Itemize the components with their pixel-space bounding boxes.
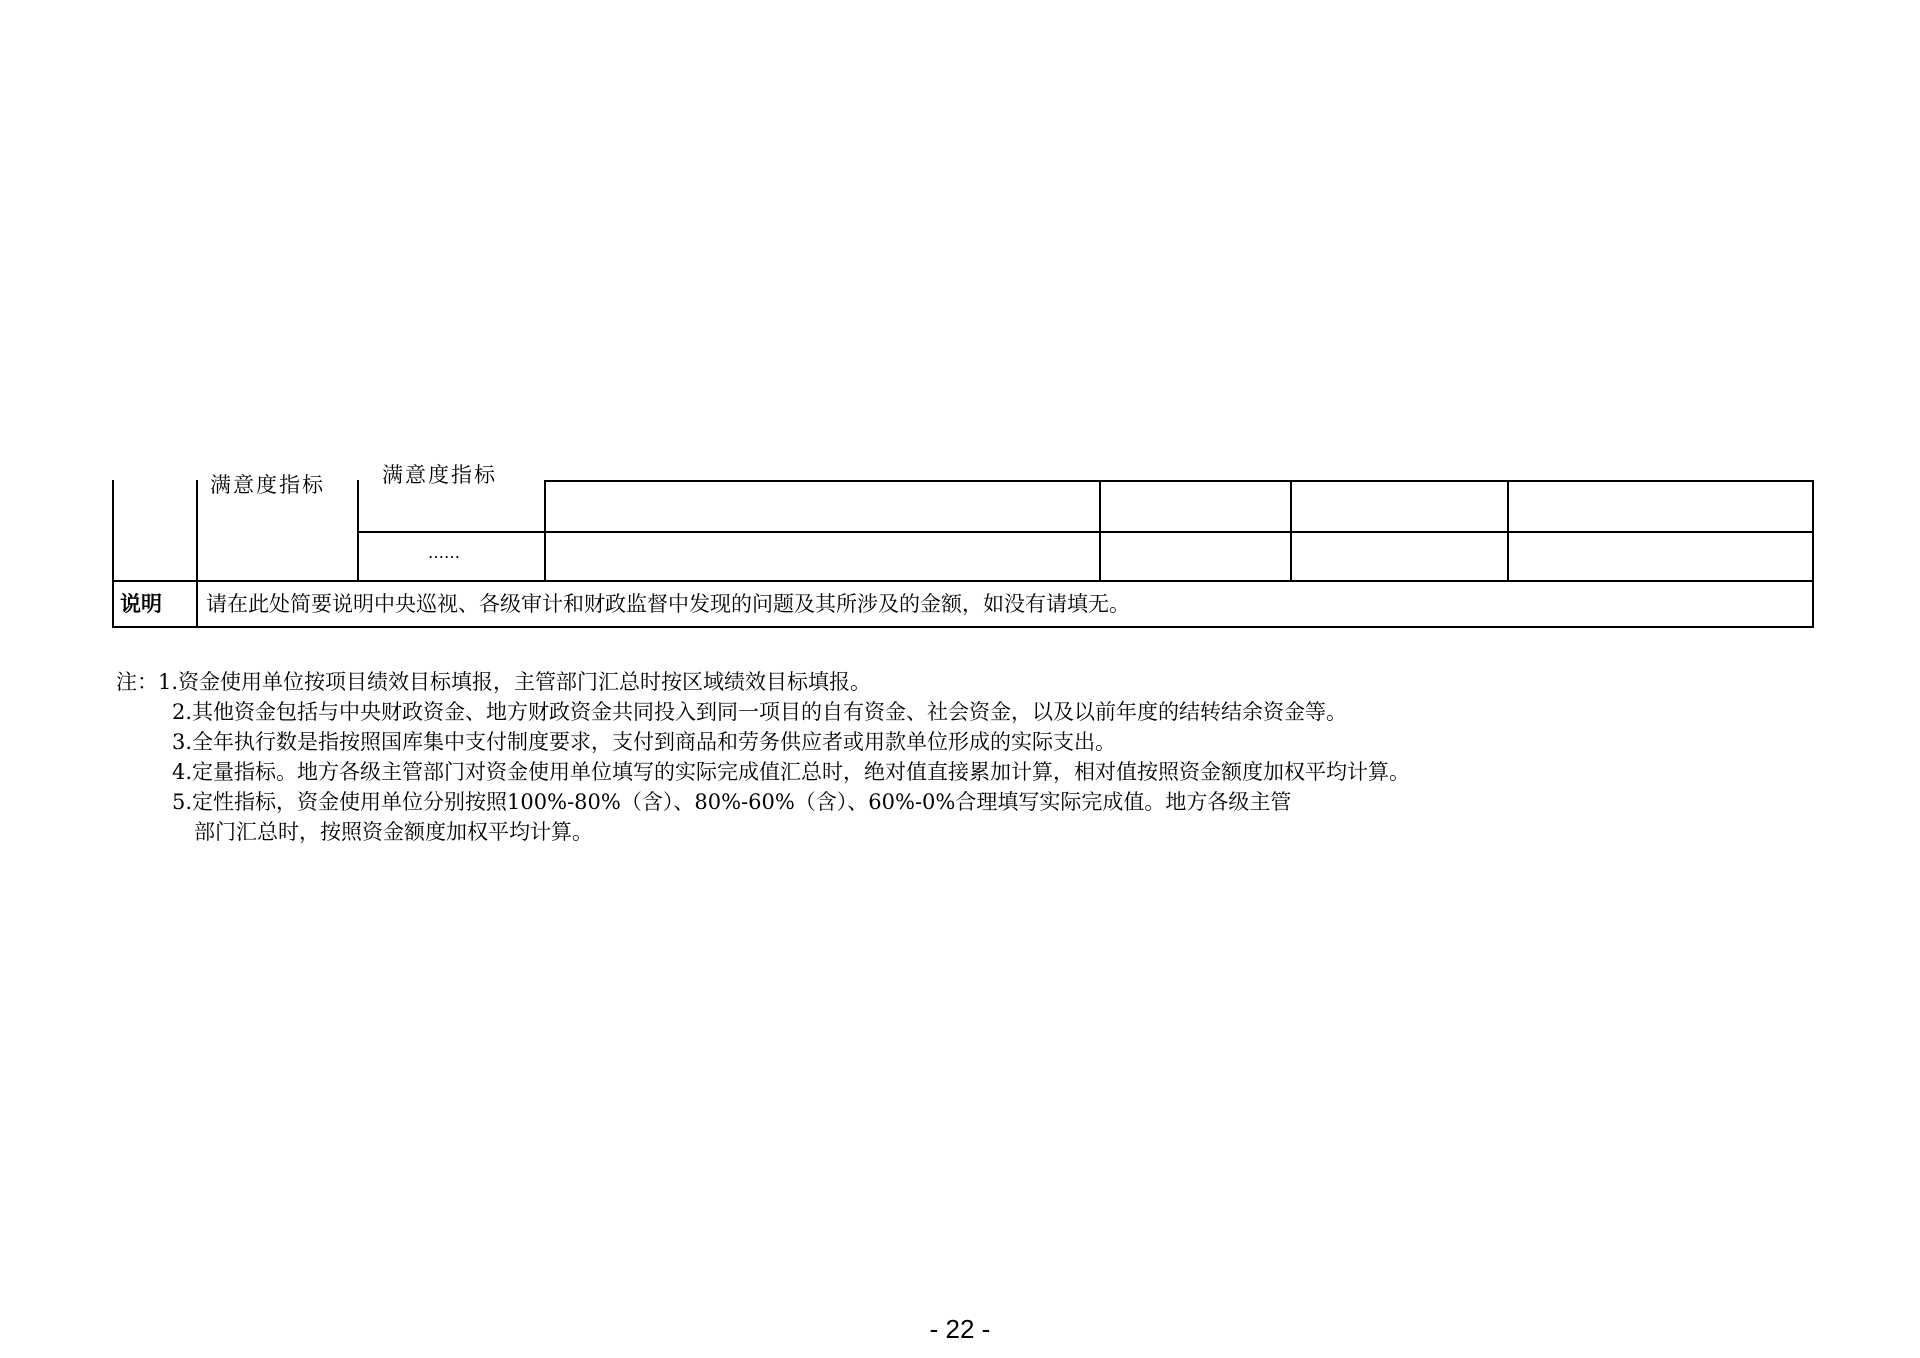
remark-label: 说明 <box>120 592 162 616</box>
notes-prefix: 注： <box>116 670 158 694</box>
note-item: 3.全年执行数是指按照国库集中支付制度要求，支付到商品和劳务供应者或用款单位形成的实际支出。 <box>172 730 1117 754</box>
row-divider <box>114 580 1814 582</box>
notes-section <box>116 667 1410 847</box>
note-item: 部门汇总时，按照资金额度加权平均计算。 <box>194 820 593 844</box>
category-label: 满意度指标 <box>210 473 325 497</box>
sub-indicator-label: 满意度指标 <box>382 463 497 487</box>
sub-indicator-cell <box>382 463 532 489</box>
col-divider <box>196 582 198 626</box>
note-item: 4.定量指标。地方各级主管部门对资金使用单位填写的实际完成值汇总时，绝对值直接累加计算，相对值按照资金额度加权平均计算。 <box>172 760 1411 784</box>
indicator-table <box>112 463 1814 628</box>
row-divider <box>357 531 1814 533</box>
note-item: 2.其他资金包括与中央财政资金、地方财政资金共同投入到同一项目的自有资金、社会资金，以及以前年度的结转结余资金等。 <box>172 700 1348 724</box>
col-divider <box>196 480 198 582</box>
note-item: 5.定性指标，资金使用单位分别按照100%-80%（含）、80%-60%（含）、60%-0%合理填写实际完成值。地方各级主管 <box>172 790 1292 814</box>
category-cell <box>210 473 350 506</box>
remark-text: 请在此处简要说明中央巡视、各级审计和财政监督中发现的问题及其所涉及的金额，如没有请填无。 <box>206 592 1130 616</box>
row-divider <box>544 480 1814 482</box>
ellipsis-cell: …… <box>428 543 460 562</box>
page-number: - 22 - <box>929 1314 991 1344</box>
note-item: 注：1.资金使用单位按项目绩效目标填报，主管部门汇总时按区域绩效目标填报。 <box>116 670 872 694</box>
